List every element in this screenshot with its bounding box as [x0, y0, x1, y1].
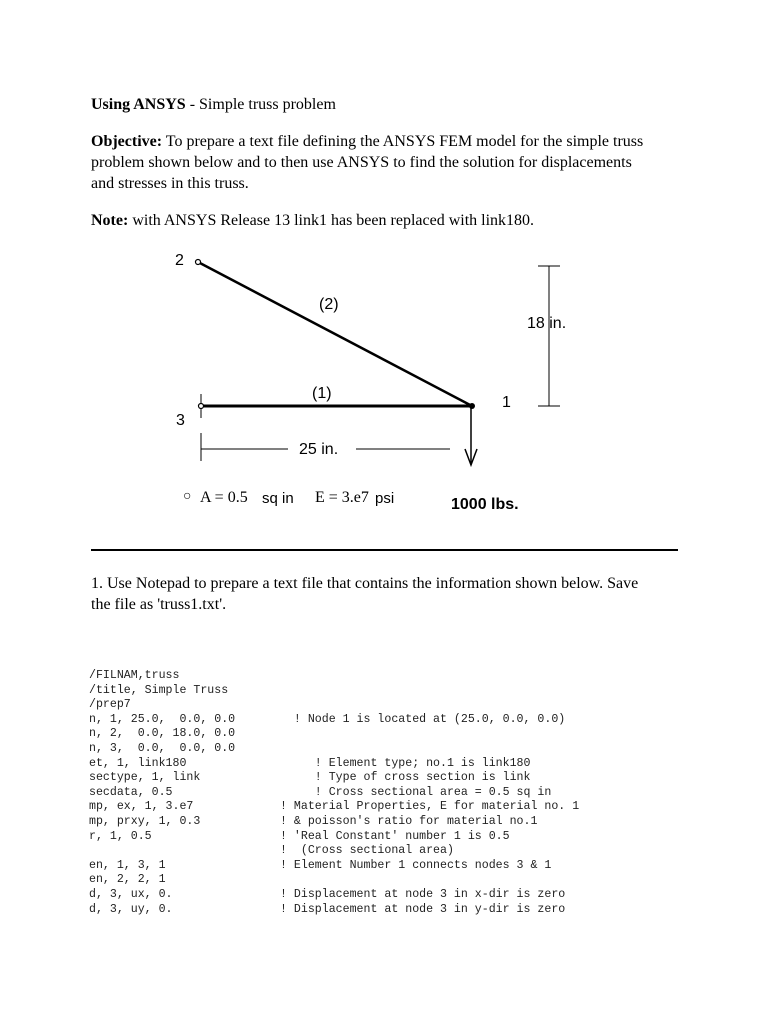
code-command: d, 3, uy, 0. [89, 902, 173, 916]
area-label: A = 0.5 [200, 489, 248, 506]
code-command: d, 3, ux, 0. [89, 887, 173, 901]
note-label: Note: [91, 212, 129, 229]
code-comment: ! Element Number 1 connects nodes 3 & 1 [280, 858, 552, 872]
element-1-label: (1) [312, 385, 332, 402]
note-text: with ANSYS Release 13 link1 has been replaced with link180. [128, 212, 535, 229]
code-line [89, 800, 579, 815]
code-comment: ! Node 1 is located at (25.0, 0.0, 0.0) [280, 712, 566, 726]
code-command: en, 2, 2, 1 [89, 873, 166, 887]
code-comment: ! Type of cross section is link [280, 771, 531, 785]
code-line [89, 757, 579, 772]
code-command: secdata, 0.5 [89, 785, 173, 799]
code-command: r, 1, 0.5 [89, 829, 152, 843]
element-2-member [198, 262, 472, 406]
code-command: n, 2, 0.0, 18.0, 0.0 [89, 727, 236, 741]
code-command: /title, Simple Truss [89, 683, 229, 697]
node-1-joint [469, 403, 475, 409]
code-comment: ! Element type; no.1 is link180 [280, 756, 531, 770]
title-rest: - Simple truss problem [185, 96, 336, 113]
code-command: /prep7 [89, 698, 131, 712]
objective-label: Objective: [91, 133, 163, 150]
step-1-paragraph [91, 573, 691, 615]
code-comment: ! Displacement at node 3 in x-dir is zero [280, 887, 566, 901]
code-command: /FILNAM,truss [89, 669, 180, 682]
modulus-label: E = 3.e7 [315, 489, 369, 506]
code-command: mp, prxy, 1, 0.3 [89, 814, 201, 828]
node-3-pin [199, 404, 204, 409]
step-1-line-1: 1. Use Notepad to prepare a text file that contains the information shown below. Save [91, 575, 639, 592]
code-comment: ! 'Real Constant' number 1 is 0.5 [280, 829, 510, 843]
element-2-label: (2) [319, 296, 339, 313]
height-label: 18 in. [527, 315, 567, 332]
code-command: n, 1, 25.0, 0.0, 0.0 [89, 712, 236, 726]
code-line [89, 903, 579, 918]
code-line [89, 859, 579, 874]
code-comment: ! Cross sectional area = 0.5 sq in [280, 785, 552, 799]
node-2-label: 2 [175, 252, 184, 269]
code-line [89, 684, 579, 699]
objective-line-2: problem shown below and to then use ANSYS to find the solution for displacements [91, 154, 632, 171]
node-2-pin [196, 260, 201, 265]
code-line [89, 771, 579, 786]
code-line [89, 742, 579, 757]
title-label: Using ANSYS [91, 96, 186, 113]
code-command: en, 1, 3, 1 [89, 858, 166, 872]
code-line [89, 830, 579, 845]
code-line [89, 698, 579, 713]
code-command: mp, ex, 1, 3.e7 [89, 800, 194, 814]
code-line [89, 669, 579, 684]
code-line [89, 844, 579, 859]
node-3-label: 3 [176, 412, 185, 429]
modulus-unit: psi [375, 490, 395, 507]
code-line [89, 815, 579, 830]
code-comment: ! & poisson's ratio for material no.1 [280, 814, 538, 828]
section-divider [91, 549, 678, 551]
code-line [89, 873, 579, 888]
step-1-line-2: the file as 'truss1.txt'. [91, 596, 227, 613]
code-line [89, 713, 579, 728]
code-command: sectype, 1, link [89, 771, 201, 785]
bullet-icon: ○ [183, 489, 192, 504]
code-comment: ! (Cross sectional area) [280, 844, 454, 858]
objective-line-1: To prepare a text file defining the ANSYS FEM model for the simple truss [162, 133, 644, 150]
code-line [89, 727, 579, 742]
code-line [89, 888, 579, 903]
code-command: n, 3, 0.0, 0.0, 0.0 [89, 741, 236, 755]
code-comment: ! Displacement at node 3 in y-dir is zero [280, 902, 566, 916]
node-1-label: 1 [502, 394, 511, 411]
ansys-code-listing [89, 669, 579, 917]
load-label: 1000 lbs. [451, 496, 519, 513]
area-unit: sq in [262, 490, 294, 507]
code-line [89, 786, 579, 801]
length-label: 25 in. [299, 441, 339, 458]
code-command: et, 1, link180 [89, 756, 187, 770]
code-comment: ! Material Properties, E for material no. 1 [280, 800, 580, 814]
objective-line-3: and stresses in this truss. [91, 175, 249, 192]
